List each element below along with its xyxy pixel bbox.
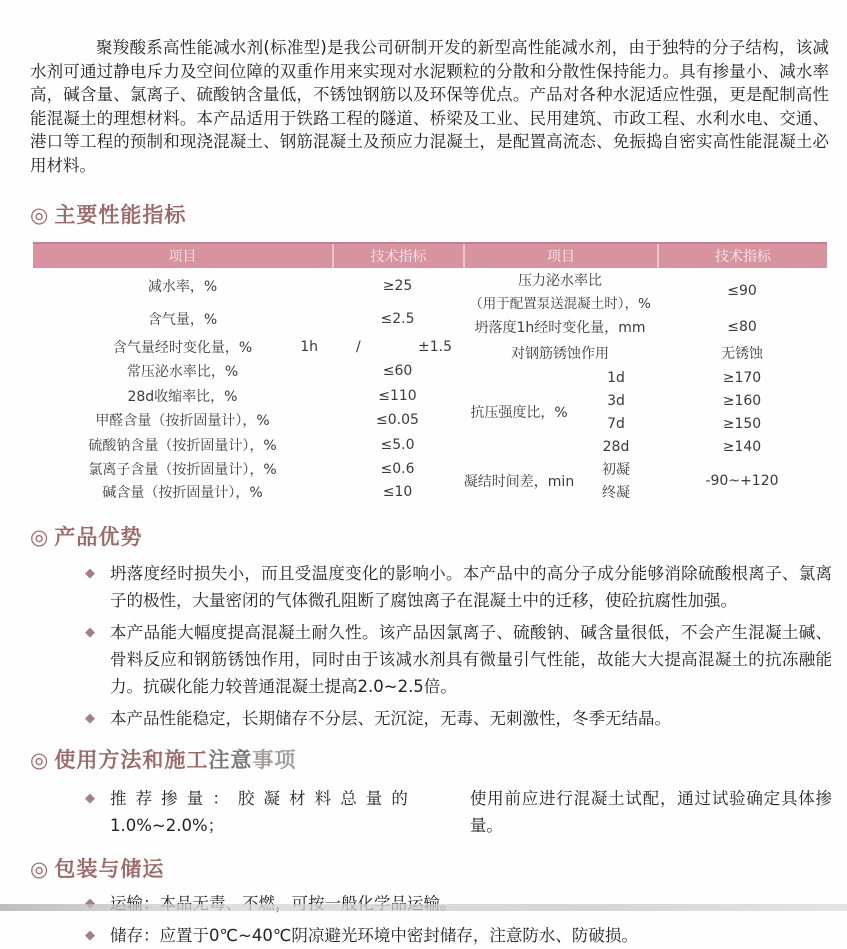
row-value: ≤0.6 bbox=[380, 461, 415, 477]
column-header-item-right: 项目 bbox=[463, 244, 657, 268]
row-value: ≥170 bbox=[722, 369, 762, 386]
diamond-bullet-icon: ◆ bbox=[85, 566, 95, 581]
table-row bbox=[33, 304, 463, 334]
list-item-text: 本产品能大幅度提高混凝土耐久性。该产品因氯离子、硫酸钠、碱含量很低，不会产生混凝土碱、骨料反应和钢筋锈蚀作用，同时由于该减水剂具有微量引气性能，故能大大提高混凝土的抗冻融能力。抗碳化能力较普通混凝土提高2.0~2.5倍。 bbox=[110, 623, 832, 696]
diamond-bullet-icon: ◆ bbox=[85, 625, 95, 640]
document-page bbox=[0, 36, 847, 949]
row-item-text: 含气量经时变化量，% bbox=[112, 339, 253, 356]
row-value: ≤2.5 bbox=[380, 311, 415, 327]
packaging-list bbox=[85, 890, 832, 949]
row-item-label: 氯离子含量（按折固量计），% bbox=[88, 462, 277, 478]
table-row bbox=[33, 334, 463, 359]
section-title-faded-text: 注意 bbox=[208, 748, 253, 772]
column-header-item-left: 项目 bbox=[168, 249, 197, 265]
performance-table bbox=[33, 242, 827, 503]
row-item-label: 坍落度1h经时变化量，mm bbox=[474, 320, 646, 336]
section-title-packaging bbox=[30, 855, 847, 884]
table-row bbox=[33, 268, 463, 304]
strength-age: 7d bbox=[607, 415, 625, 432]
strength-age-column bbox=[575, 366, 657, 458]
row-value: ≥160 bbox=[722, 392, 762, 409]
list-item bbox=[85, 560, 832, 614]
dosage-recommendation: 推荐掺量：胶凝材料总量的1.0%~2.0%； bbox=[110, 789, 408, 835]
setting-sub-column bbox=[575, 458, 657, 503]
row-item-label: 28d收缩率比，% bbox=[127, 388, 238, 405]
strength-value-column bbox=[657, 366, 827, 458]
section-marker-icon: ◎ bbox=[30, 857, 50, 881]
section-title-advantages bbox=[30, 523, 847, 552]
row-value: ≤10 bbox=[382, 484, 413, 500]
section-marker-icon: ◎ bbox=[30, 203, 50, 227]
row-value: ≤5.0 bbox=[380, 436, 415, 453]
row-value bbox=[332, 334, 463, 359]
column-header-index-left: 技术指标 bbox=[332, 244, 463, 268]
row-value: ≤60 bbox=[382, 363, 413, 379]
list-item bbox=[85, 619, 832, 700]
table-row bbox=[33, 383, 463, 408]
row-item-line1: 压力泌水率比 bbox=[518, 273, 602, 289]
dosage-line bbox=[110, 785, 832, 839]
table-row bbox=[463, 314, 827, 340]
intro-paragraph: 聚羧酸系高性能减水剂(标准型)是我公司研制开发的新型高性能减水剂，由于独特的分子结构，该减水剂可通过静电斥力及空间位障的双重作用来实现对水泥颗粒的分散和分散性保持能力。具有掺量小、减水率高，碱含量、氯离子、硫酸钠含量低，不锈蚀钢筋以及环保等优点。产品对各种水泥适应性强，更是配制高性能混凝土的理想材料。本产品适用于铁路工程的隧道、桥梁及工业、民用建筑、市政工程、水利水电、交通、港口等工程的预制和现浇混凝土、钢筋混凝土及预应力混凝土，是配置高流态、免振捣自密实高性能混凝土必用材料。 bbox=[30, 38, 829, 175]
list-item-text: 坍落度经时损失小，而且受温度变化的影响小。本产品中的高分子成分能够消除硫酸根离子、氯离子的极性，大量密闭的气体微孔阻断了腐蚀离子在混凝土中的迁移，使砼抗腐性加强。 bbox=[110, 564, 832, 610]
strength-item-cell bbox=[463, 366, 657, 458]
table-left-half bbox=[33, 268, 463, 503]
row-value: ≥150 bbox=[722, 415, 762, 432]
row-value: ≤0.05 bbox=[376, 412, 419, 428]
scan-edge-artifact bbox=[0, 904, 847, 911]
table-row bbox=[33, 359, 463, 383]
section-marker-icon: ◎ bbox=[30, 748, 50, 772]
row-item-label: 减水率，% bbox=[147, 279, 218, 295]
setting-initial: 初凝 bbox=[602, 462, 630, 479]
dosage-list-item bbox=[85, 785, 832, 839]
row-value: ≤110 bbox=[378, 387, 417, 404]
row-item-label bbox=[463, 270, 657, 312]
row-value: ≤80 bbox=[727, 319, 757, 335]
setting-item-cell bbox=[463, 458, 657, 503]
list-item bbox=[85, 922, 832, 949]
section-title-faded-text: 事项 bbox=[252, 748, 297, 772]
row-value: -90~+120 bbox=[705, 472, 779, 489]
table-body bbox=[33, 268, 827, 503]
table-row bbox=[33, 408, 463, 432]
strength-age: 1d bbox=[607, 369, 625, 386]
row-item-label: 对钢筋锈蚀作用 bbox=[511, 346, 609, 362]
table-row bbox=[33, 432, 463, 457]
column-header-index-right: 技术指标 bbox=[657, 244, 827, 268]
section-title-usage bbox=[30, 746, 847, 775]
list-item bbox=[85, 705, 832, 732]
row-item-label: 常压泌水率比，% bbox=[126, 364, 239, 380]
section-title-performance bbox=[30, 201, 847, 230]
table-row-setting-time bbox=[463, 458, 827, 503]
diamond-bullet-icon: ◆ bbox=[85, 711, 95, 726]
table-row bbox=[463, 268, 827, 314]
advantages-list bbox=[85, 560, 832, 732]
row-slash: / bbox=[356, 338, 361, 355]
table-row bbox=[463, 340, 827, 366]
diamond-bullet-icon: ◆ bbox=[85, 791, 95, 806]
dosage-note: 使用前应进行混凝土试配，通过试验确定具体掺量。 bbox=[469, 789, 832, 835]
row-value: 无锈蚀 bbox=[721, 346, 763, 362]
row-value: ≥25 bbox=[382, 278, 413, 294]
table-row-strength bbox=[463, 366, 827, 458]
row-item-label: 碱含量（按折固量计），% bbox=[102, 485, 263, 501]
row-item-label: 凝结时间差，min bbox=[463, 473, 575, 490]
row-item-label: 含气量，% bbox=[147, 312, 218, 328]
table-header-row bbox=[33, 242, 827, 268]
table-right-half bbox=[463, 268, 827, 503]
setting-final: 终凝 bbox=[602, 484, 630, 501]
row-item-label: 甲醛含量（按折固量计），% bbox=[95, 413, 270, 429]
row-value-text: ±1.5 bbox=[418, 338, 452, 355]
row-value: ≤90 bbox=[727, 283, 757, 299]
strength-age: 3d bbox=[607, 392, 625, 409]
section-title-text: 使用方法和施工 bbox=[54, 748, 209, 772]
section-marker-icon: ◎ bbox=[30, 525, 50, 549]
diamond-bullet-icon: ◆ bbox=[85, 928, 95, 943]
row-item-label: 抗压强度比，% bbox=[470, 405, 568, 421]
table-row bbox=[33, 481, 463, 503]
list-item-text: 本产品性能稳定，长期储存不分层、无沉淀，无毒、无刺激性，冬季无结晶。 bbox=[110, 709, 671, 728]
section-title-text: 主要性能指标 bbox=[54, 203, 187, 227]
row-sub-time: 1h bbox=[300, 338, 318, 355]
row-item-label bbox=[33, 334, 332, 359]
strength-age: 28d bbox=[602, 438, 630, 455]
row-value: ≥140 bbox=[722, 438, 762, 455]
row-item-label: 硫酸钠含量（按折固量计），% bbox=[88, 437, 277, 454]
table-row bbox=[33, 457, 463, 481]
row-item-line2: （用于配置泵送混凝土时），% bbox=[469, 296, 651, 312]
list-item-text: 储存：应置于0℃~40℃阴凉避光环境中密封储存，注意防水、防破损。 bbox=[110, 926, 638, 945]
section-title-text: 产品优势 bbox=[54, 525, 143, 549]
section-title-text: 包装与储运 bbox=[54, 857, 165, 881]
